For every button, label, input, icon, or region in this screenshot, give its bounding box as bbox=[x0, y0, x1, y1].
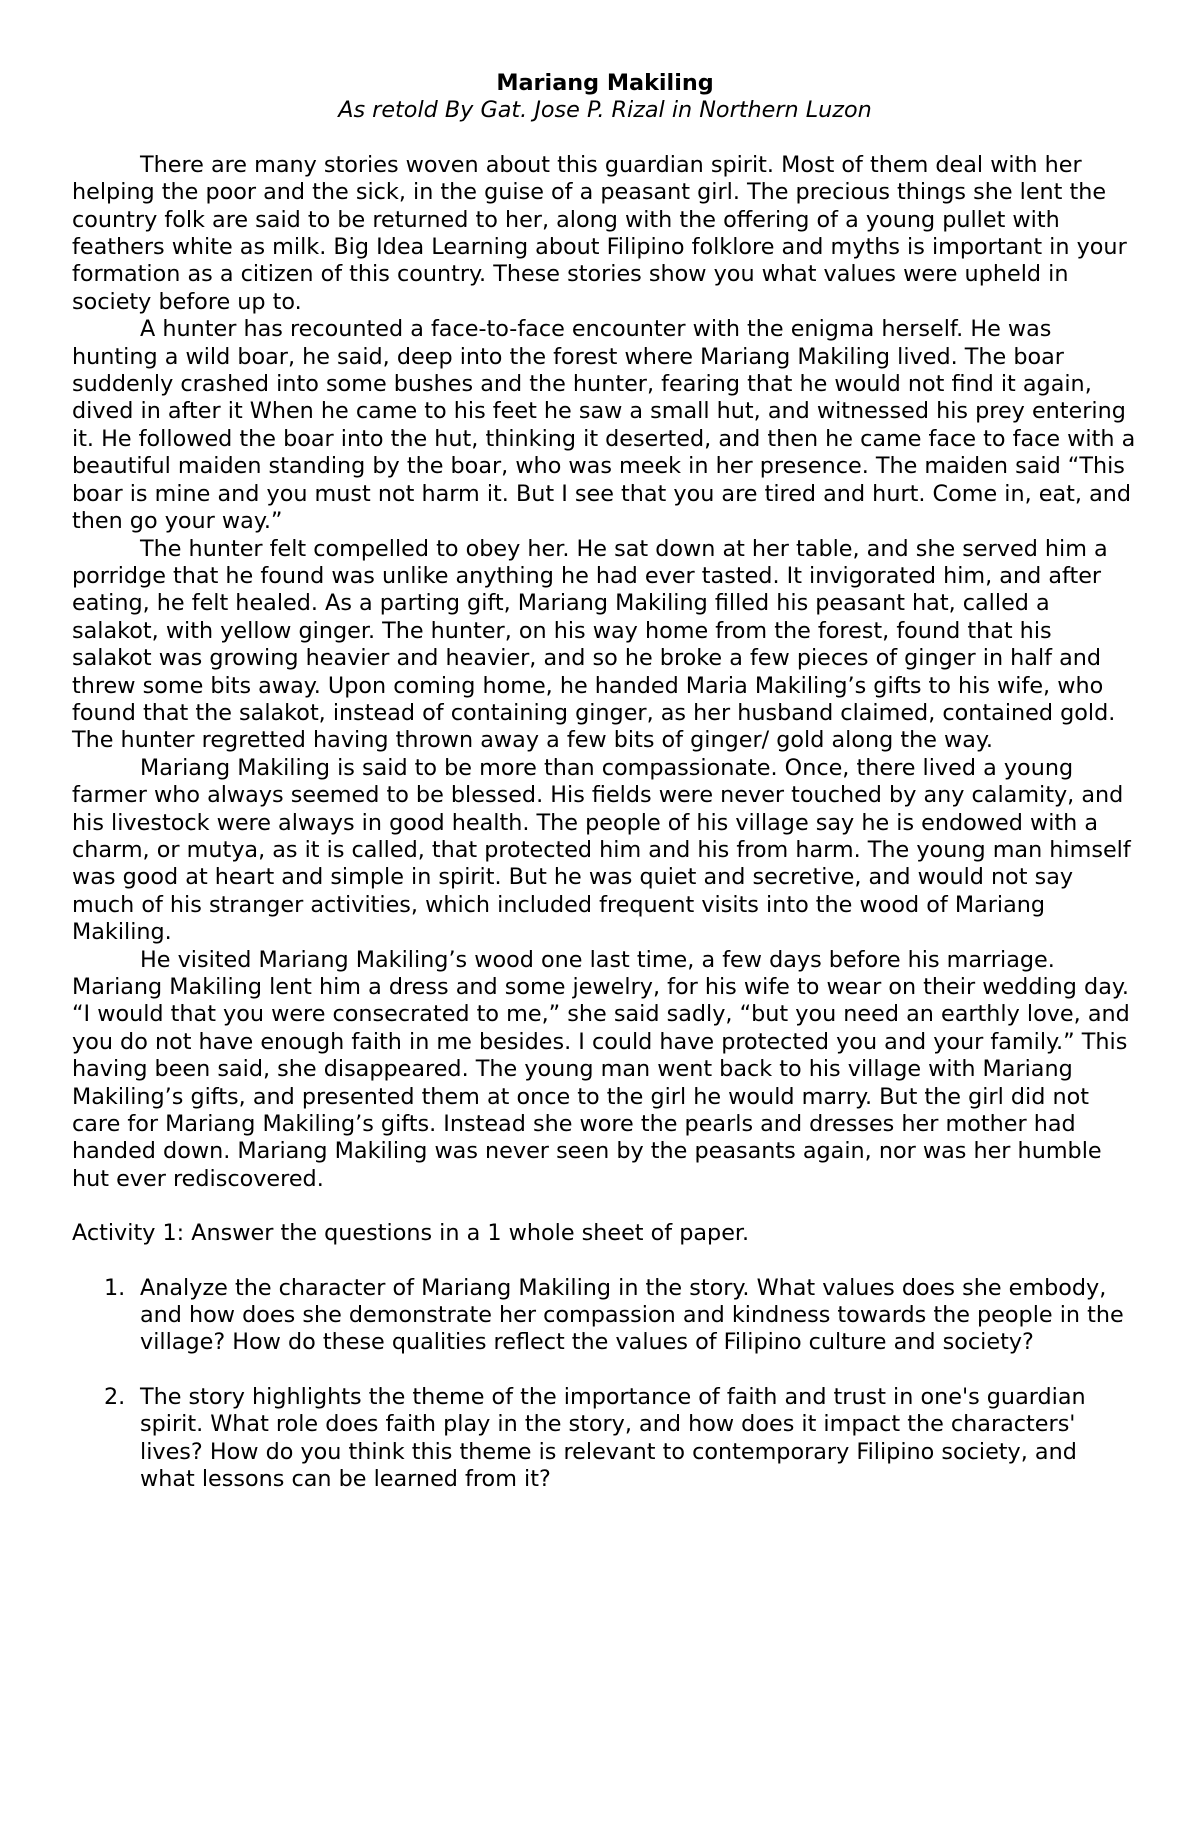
activity-instruction: Activity 1: Answer the questions in a 1 whole sheet of paper. bbox=[72, 1220, 750, 1247]
question-text-1: Analyze the character of Mariang Makiling in the story. What values does she embody, and how does she demonstrate her compassion and kindness towards the people in the village? How do these qualities reflect the values of Filipino culture and society? bbox=[140, 1274, 1124, 1356]
document-page bbox=[72, 70, 1138, 1521]
question-number-1: 1. bbox=[104, 1274, 126, 1301]
document-title: Mariang Makiling bbox=[496, 70, 714, 96]
question-text-2: The story highlights the theme of the importance of faith and trust in one's guardian spirit. What role does faith play in the story, and how does it impact the characters' lives? How do you think this theme is relevant to contemporary Filipino society, and what lessons can be learned from it? bbox=[140, 1383, 1086, 1493]
question-item-1 bbox=[72, 1275, 1138, 1357]
story-paragraph-1: There are many stories woven about this guardian spirit. Most of them deal with her helping the poor and the sick, in the guise of a peasant girl. The precious things she lent the country folk are said to be returned to her, along with the offering of a young pullet with feathers white as milk. Big Idea Learning about Filipino folklore and myths is important in your formation as a citizen of this country. These stories show you what values were upheld in society before up to. bbox=[72, 151, 1127, 315]
story-paragraph-5: He visited Mariang Makiling’s wood one last time, a few days before his marriage. Mariang Makiling lent him a dress and some jewelry, for his wife to wear on their wedding day. “I would that you were consecrated to me,” she said sadly, “but you need an earthly love, and you do not have enough faith in me besides. I could have protected you and your family.” This having been said, she disappeared. The young man went back to his village with Mariang Makiling’s gifts, and presented them at once to the girl he would marry. But the girl did not care for Mariang Makiling’s gifts. Instead she wore the pearls and dresses her mother had handed down. Mariang Makiling was never seen by the peasants again, nor was her humble hut ever rediscovered. bbox=[72, 946, 1130, 1192]
story-paragraph-2: A hunter has recounted a face-to-face encounter with the enigma herself. He was hunting a wild boar, he said, deep into the forest where Mariang Makiling lived. The boar suddenly crashed into some bushes and the hunter, fearing that he would not find it again, dived in after it When he came to his feet he saw a small hut, and witnessed his prey entering it. He followed the boar into the hut, thinking it deserted, and then he came face to face with a beautiful maiden standing by the boar, who was meek in her presence. The maiden said “This boar is mine and you must not harm it. But I see that you are tired and hurt. Come in, eat, and then go your way.” bbox=[72, 316, 1136, 535]
question-number-2: 2. bbox=[104, 1383, 126, 1410]
document-subtitle: As retold By Gat. Jose P. Rizal in Northern Luzon bbox=[338, 97, 872, 124]
story-paragraph-3: The hunter felt compelled to obey her. He sat down at her table, and she served him a porridge that he found was unlike anything he had ever tasted. It invigorated him, and after eating, he felt healed. As a parting gift, Mariang Makiling filled his peasant hat, called a salakot, with yellow ginger. The hunter, on his way home from the forest, found that his salakot was growing heavier and heavier, and so he broke a few pieces of ginger in half and threw some bits away. Upon coming home, he handed Maria Makiling’s gifts to his wife, who found that the salakot, instead of containing ginger, as her husband claimed, contained gold. The hunter regretted having thrown away a few bits of ginger/ gold along the way. bbox=[72, 535, 1116, 754]
question-list bbox=[72, 1275, 1138, 1494]
question-item-2 bbox=[72, 1384, 1138, 1494]
story-paragraph-4: Mariang Makiling is said to be more than compassionate. Once, there lived a young farmer who always seemed to be blessed. His fields were never touched by any calamity, and his livestock were always in good health. The people of his village say he is endowed with a charm, or mutya, as it is called, that protected him and his from harm. The young man himself was good at heart and simple in spirit. But he was quiet and secretive, and would not say much of his stranger activities, which included frequent visits into the wood of Mariang Makiling. bbox=[72, 754, 1131, 946]
